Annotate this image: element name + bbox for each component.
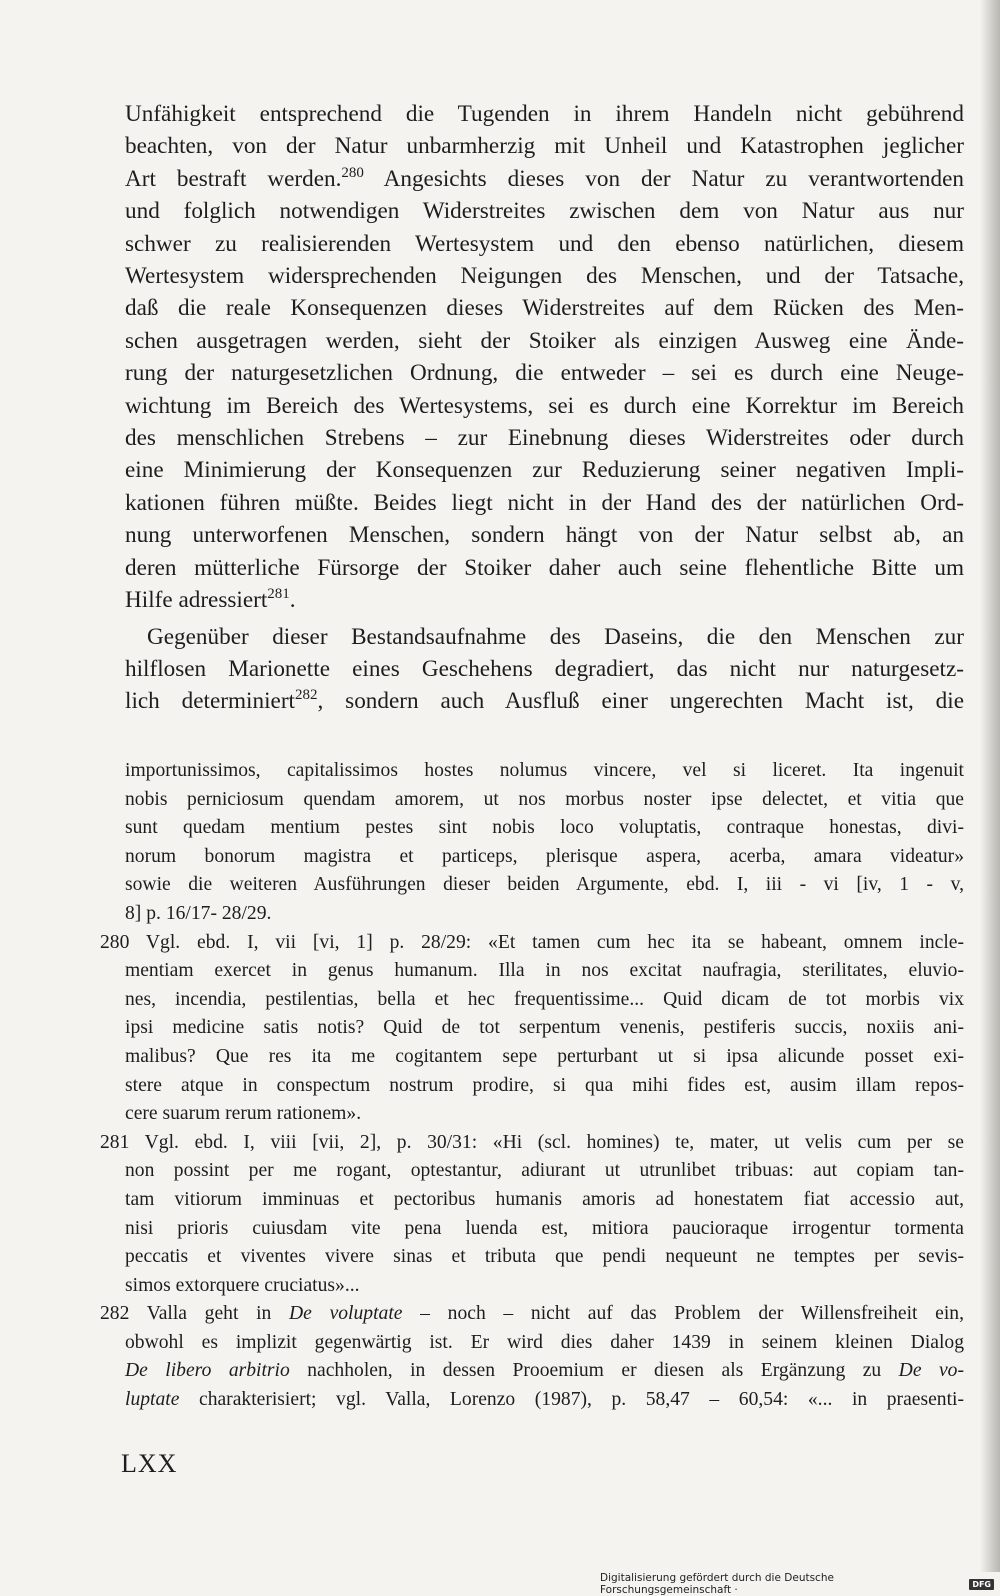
footnote-line: nisi prioris cuiusdam vite pena luenda est, mitiora paucioraque irrogentur tormenta <box>125 1217 964 1239</box>
text-line: beachten, von der Natur unbarmherzig mit Unheil und Katastrophen jeglicher <box>125 133 964 160</box>
footnote-line: peccatis et viventes vivere sinas et tributa que pendi nequeunt ne temptes per sevis- <box>125 1246 964 1268</box>
footnote-280 <box>100 929 964 1129</box>
footnote-line <box>125 1386 964 1415</box>
footnote-line: stere atque in conspectum nostrum prodire, si qua mihi fides est, ausim illam repos- <box>125 1074 964 1096</box>
footnote-line: tam vitiorum imminuas et pectoribus humanis amoris ad honestatem fiat accessio aut, <box>125 1188 964 1210</box>
text-line: kationen führen müßte. Beides liegt nicht in der Hand des der natürlichen Ord- <box>125 489 964 516</box>
text-line <box>125 163 964 195</box>
page-number: LXX <box>121 1449 178 1478</box>
italic-title: luptate <box>125 1389 180 1411</box>
footnote-line: 8] p. 16/17- 28/29. <box>125 902 272 924</box>
footnote-line: norum bonorum magistra et particeps, plerisque aspera, acerba, amara videatur» <box>125 845 964 867</box>
text-line: und folglich notwendigen Widerstreites zwischen dem von Natur aus nur <box>125 198 964 225</box>
footnote-line: importunissimos, capitalissimos hostes nolumus vincere, vel si liceret. Ita ingenuit <box>125 760 964 781</box>
footnote-line <box>100 1300 964 1329</box>
italic-title: De libero arbitrio <box>125 1360 290 1382</box>
italic-title: De voluptate <box>289 1303 403 1325</box>
footnote-line: non possint per me rogant, optestantur, adiurant ut utrunlibet tribuas: aut copiam tan- <box>125 1160 964 1182</box>
footnote-line: sunt quedam mentium pestes sint nobis loco voluptatis, contraque honestas, divi- <box>125 817 964 839</box>
text-segment: charakterisiert; vgl. Valla, Lorenzo (1987), p. 58,47 – 60,54: «... in praesenti- <box>179 1389 964 1411</box>
footnotes <box>100 757 964 1415</box>
digitization-footer <box>600 1572 1000 1596</box>
text-segment: Angesichts dieses von der Natur zu verantwortenden <box>363 165 964 192</box>
text-segment: Art bestraft werden. <box>125 165 342 192</box>
footnote-line: obwohl es implizit gegenwärtig ist. Er wird dies daher 1439 in seinem kleinen Dialog <box>125 1331 964 1353</box>
footnote-line: simos extorquere cruciatus»... <box>125 1274 360 1296</box>
footnote-line <box>125 1357 964 1386</box>
footnote-ref-282[interactable]: 282 <box>294 687 318 704</box>
text-line: Wertesystem widersprechenden Neigungen des Menschen, und der Tatsache, <box>125 263 964 290</box>
italic-title: De vo- <box>898 1360 964 1382</box>
text-line: eine Minimierung der Konsequenzen zur Reduzierung seiner negativen Impli- <box>125 457 964 484</box>
footnote-line: malibus? Que res ita me cogitantem sepe perturbant ut si ipsa alicunde posset exi- <box>125 1045 964 1067</box>
text-segment: 282 Valla geht in <box>100 1303 290 1325</box>
text-segment: nachholen, in dessen Prooemium er diesen als Ergänzung zu <box>289 1360 899 1382</box>
footnote-line: ipsi medicine satis notis? Quid de tot serpentum venenis, pestiferis succis, noxiis ani- <box>125 1017 964 1039</box>
text-segment: – noch – nicht auf das Problem der Willensfreiheit ein, <box>402 1303 964 1325</box>
text-line: Unfähigkeit entsprechend die Tugenden in ihrem Handeln nicht gebührend <box>125 101 964 127</box>
text-line: des menschlichen Strebens – zur Einebnung dieses Widerstreites oder durch <box>125 425 964 452</box>
text-line: schwer zu realisierenden Wertesystem und den ebenso natürlichen, diesem <box>125 230 964 257</box>
footnote-line: nobis perniciosum quendam amorem, ut nos morbus noster ipse delectet, et vitia que <box>125 788 964 810</box>
footnote-continued <box>125 757 964 929</box>
text-line: rung der naturgesetzlichen Ordnung, die entweder – sei es durch eine Neuge- <box>125 360 964 387</box>
text-segment: lich determiniert <box>125 688 295 715</box>
footnote-line: mentiam exercet in genus humanum. Illa in nos excitat naufragia, sterilitates, eluvio- <box>125 960 964 982</box>
paragraph-2 <box>125 621 964 718</box>
footnote-line: 281 Vgl. ebd. I, viii [vii, 2], p. 30/31: «Hi (scl. homines) te, mater, ut velis cum per se <box>100 1131 964 1153</box>
footnote-ref-280[interactable]: 280 <box>341 164 364 181</box>
footnote-line: 280 Vgl. ebd. I, vii [vi, 1] p. 28/29: «Et tamen cum hec ita se habeant, omnem incle- <box>100 931 964 953</box>
footer-text: Digitalisierung gefördert durch die Deutsche Forschungsgemeinschaft · <box>600 1572 834 1596</box>
dfg-logo: DFG <box>969 1579 994 1590</box>
text-segment: . <box>289 587 296 614</box>
text-line: wichtung im Bereich des Wertesystems, sei es durch eine Korrektur im Bereich <box>125 392 964 419</box>
page-edge-shadow <box>980 0 1000 1596</box>
footnote-281 <box>100 1129 964 1301</box>
footnote-line: sowie die weiteren Ausführungen dieser beiden Argumente, ebd. I, iii - vi [iv, 1 - v, <box>125 874 964 896</box>
footnote-ref-281[interactable]: 281 <box>267 586 290 603</box>
paragraph-1 <box>125 98 964 617</box>
text-line: nung unterworfenen Menschen, sondern hängt von der Natur selbst ab, an <box>125 522 964 549</box>
text-line: Gegenüber dieser Bestandsaufnahme des Daseins, die den Menschen zur <box>147 623 964 650</box>
text-line <box>125 685 964 717</box>
footnote-line: cere suarum rerum rationem». <box>125 1103 362 1125</box>
text-segment: Hilfe adressiert <box>125 587 268 614</box>
text-line: daß die reale Konsequenzen dieses Widerstreites auf dem Rücken des Men- <box>125 295 964 322</box>
footnote-line: nes, incendia, pestilentias, bella et hec frequentissime... Quid dicam de tot morbis vix <box>125 988 964 1010</box>
text-segment: , sondern auch Ausfluß einer ungerechten Macht ist, die <box>317 688 964 715</box>
text-line <box>125 584 964 616</box>
main-text <box>125 98 964 718</box>
text-line: hilflosen Marionette eines Geschehens degradiert, das nicht nur naturgesetz- <box>125 655 964 682</box>
footnote-282 <box>100 1300 964 1414</box>
text-line: deren mütterliche Fürsorge der Stoiker daher auch seine flehentliche Bitte um <box>125 554 964 581</box>
text-line: schen ausgetragen werden, sieht der Stoiker als einzigen Ausweg eine Ände- <box>125 327 964 354</box>
